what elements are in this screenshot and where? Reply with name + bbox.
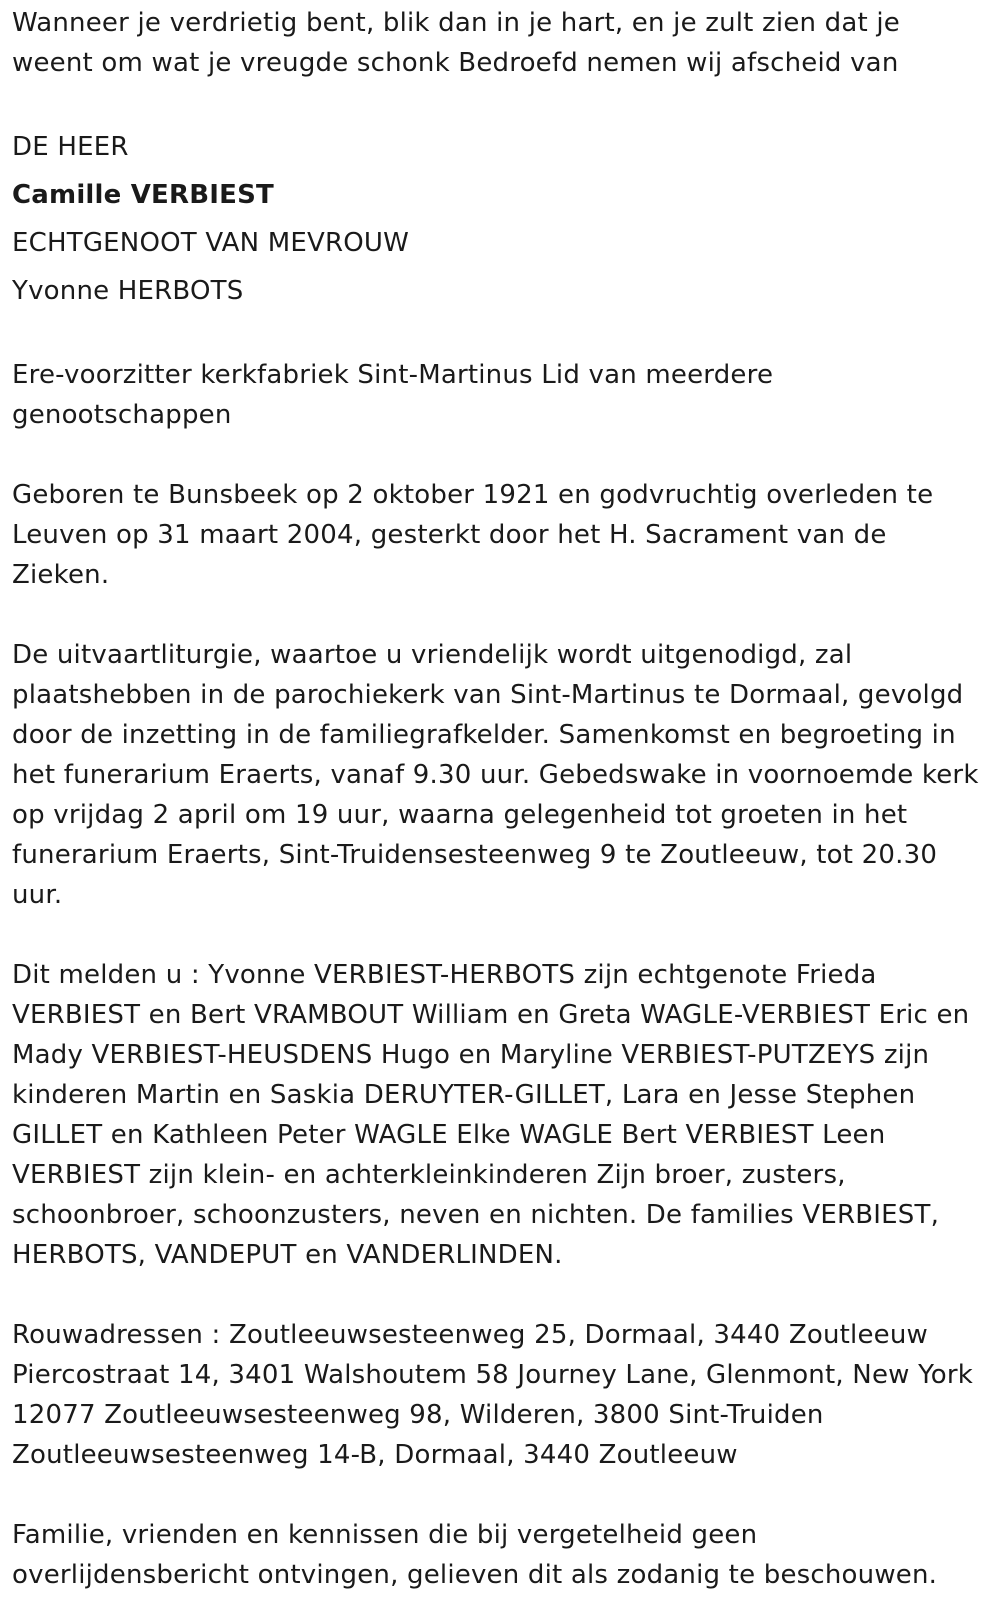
address-line: 12077 Zoutleeuwsesteenweg 98, Wilderen, 3800 Sint-Truiden [12, 1400, 824, 1430]
deceased-block [12, 123, 986, 315]
funeral-line: uur. [12, 880, 63, 910]
addresses-paragraph [12, 1315, 986, 1475]
funeral-line: funerarium Eraerts, Sint-Truidensesteenweg 9 te Zoutleeuw, tot 20.30 [12, 840, 938, 870]
spacer [12, 435, 986, 475]
spacer [12, 315, 986, 355]
birth-death-line: Geboren te Bunsbeek op 2 oktober 1921 en godvruchtig overleden te [12, 480, 934, 510]
family-line: VERBIEST en Bert VRAMBOUT William en Greta WAGLE-VERBIEST Eric en [12, 1000, 970, 1030]
closing-paragraph [12, 1515, 986, 1595]
address-line: Zoutleeuwsesteenweg 14-B, Dormaal, 3440 Zoutleeuw [12, 1440, 738, 1470]
intro-quote [12, 0, 986, 83]
birth-death-line: Leuven op 31 maart 2004, gesterkt door het H. Sacrament van de [12, 520, 887, 550]
family-paragraph [12, 955, 986, 1275]
role-line: genootschappen [12, 400, 232, 430]
funeral-paragraph [12, 635, 986, 915]
family-line: Mady VERBIEST-HEUSDENS Hugo en Maryline VERBIEST-PUTZEYS zijn [12, 1040, 930, 1070]
family-line: GILLET en Kathleen Peter WAGLE Elke WAGLE Bert VERBIEST Leen [12, 1120, 886, 1150]
honorific-title: DE HEER [12, 132, 129, 162]
address-line: Rouwadressen : Zoutleeuwsesteenweg 25, Dormaal, 3440 Zoutleeuw [12, 1320, 928, 1350]
intro-line: weent om wat je vreugde schonk Bedroefd nemen wij afscheid van [12, 48, 899, 78]
spacer [12, 83, 986, 123]
address-line: Piercostraat 14, 3401 Walshoutem 58 Journey Lane, Glenmont, New York [12, 1360, 973, 1390]
family-line: HERBOTS, VANDEPUT en VANDERLINDEN. [12, 1240, 563, 1270]
role-paragraph [12, 355, 986, 435]
funeral-line: De uitvaartliturgie, waartoe u vriendelijk wordt uitgenodigd, zal [12, 640, 853, 670]
family-line: VERBIEST zijn klein- en achterkleinkinderen Zijn broer, zusters, [12, 1160, 846, 1190]
birth-death-paragraph [12, 475, 986, 595]
family-line: kinderen Martin en Saskia DERUYTER-GILLET, Lara en Jesse Stephen [12, 1080, 916, 1110]
role-line: Ere-voorzitter kerkfabriek Sint-Martinus Lid van meerdere [12, 360, 774, 390]
intro-line: Wanneer je verdrietig bent, blik dan in je hart, en je zult zien dat je [12, 8, 900, 38]
spouse-name: Yvonne HERBOTS [12, 276, 244, 306]
spacer [12, 915, 986, 955]
family-line: schoonbroer, schoonzusters, neven en nichten. De families VERBIEST, [12, 1200, 940, 1230]
funeral-line: op vrijdag 2 april om 19 uur, waarna gelegenheid tot groeten in het [12, 800, 908, 830]
funeral-line: het funerarium Eraerts, vanaf 9.30 uur. Gebedswake in voornoemde kerk [12, 760, 979, 790]
deceased-name: Camille VERBIEST [12, 180, 274, 210]
funeral-line: door de inzetting in de familiegrafkelder. Samenkomst en begroeting in [12, 720, 956, 750]
closing-line: overlijdensbericht ontvingen, gelieven dit als zodanig te beschouwen. [12, 1560, 938, 1590]
funeral-line: plaatshebben in de parochiekerk van Sint-Martinus te Dormaal, gevolgd [12, 680, 964, 710]
spacer [12, 1275, 986, 1315]
closing-line: Familie, vrienden en kennissen die bij vergetelheid geen [12, 1520, 758, 1550]
spacer [12, 595, 986, 635]
relation-label: ECHTGENOOT VAN MEVROUW [12, 228, 410, 258]
birth-death-line: Zieken. [12, 560, 110, 590]
family-line: Dit melden u : Yvonne VERBIEST-HERBOTS zijn echtgenote Frieda [12, 960, 877, 990]
spacer [12, 1475, 986, 1515]
